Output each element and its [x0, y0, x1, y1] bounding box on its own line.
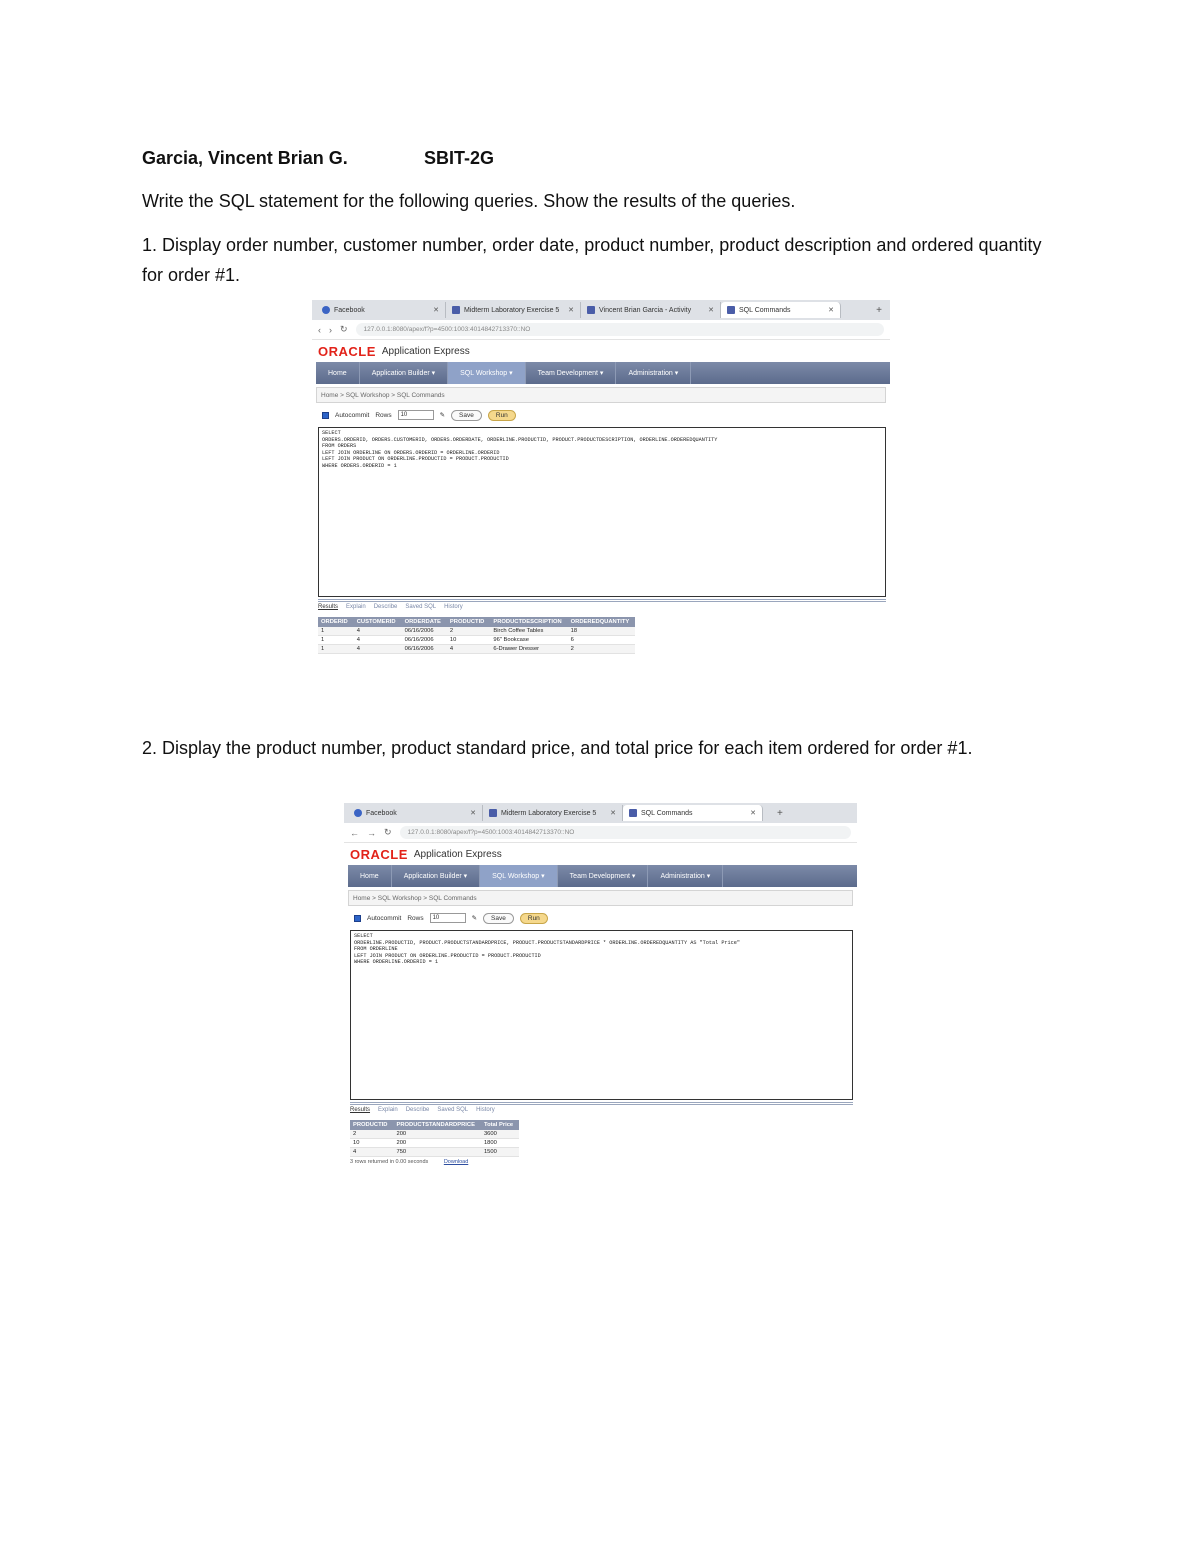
table-cell: 2 — [350, 1130, 393, 1139]
table-cell: 200 — [393, 1130, 480, 1139]
autocommit-checkbox[interactable] — [322, 412, 329, 419]
display-label: Rows — [407, 914, 424, 922]
autocommit-label: Autocommit — [367, 914, 402, 922]
table-cell: 4 — [354, 645, 402, 654]
table-header-row — [318, 617, 635, 627]
results-footer — [350, 1159, 857, 1165]
facebook-icon — [322, 306, 330, 314]
browser-tab-active[interactable]: SQL Commands ✕ — [721, 302, 841, 318]
app-name: Application Express — [381, 345, 470, 357]
document-icon — [587, 306, 595, 314]
nav-team-development[interactable]: Team Development ▾ — [526, 362, 617, 384]
question-2: 2. Display the product number, product standard price, and total price for each item ordered for order #1. — [142, 738, 973, 758]
table-cell: 1 — [318, 627, 354, 636]
table-cell: 96" Bookcase — [490, 636, 567, 645]
tab-history[interactable]: History — [476, 1107, 495, 1113]
new-tab-button[interactable]: + — [876, 304, 882, 316]
back-icon[interactable]: ← — [350, 827, 359, 838]
nav-team-development[interactable]: Team Development ▾ — [558, 865, 649, 887]
save-button[interactable]: Save — [451, 410, 482, 421]
sql-toolbar — [344, 908, 857, 928]
table-cell: 750 — [393, 1148, 480, 1157]
document-icon — [452, 306, 460, 314]
browser-tab[interactable]: Facebook ✕ — [316, 302, 446, 318]
sql-toolbar — [312, 405, 890, 425]
browser-tab[interactable]: Midterm Laboratory Exercise 5 ✕ — [483, 805, 623, 821]
table-row — [350, 1130, 519, 1139]
browser-tab[interactable]: Vincent Brian Garcia - Activity ✕ — [581, 302, 721, 318]
column-header: PRODUCTID — [350, 1120, 393, 1130]
table-cell: 2 — [447, 627, 490, 636]
tab-history[interactable]: History — [444, 604, 463, 610]
back-icon[interactable]: ‹ — [318, 324, 321, 335]
table-cell: 4 — [350, 1148, 393, 1157]
column-header: PRODUCTSTANDARDPRICE — [393, 1120, 480, 1130]
table-row — [318, 636, 635, 645]
close-icon[interactable]: ✕ — [750, 810, 756, 817]
close-icon[interactable]: ✕ — [433, 307, 439, 314]
table-icon — [629, 809, 637, 817]
table-cell: 6-Drawer Dresser — [490, 645, 567, 654]
tab-explain[interactable]: Explain — [378, 1107, 398, 1113]
column-header: ORDERDATE — [402, 617, 447, 627]
table-icon — [727, 306, 735, 314]
sql-editor[interactable]: SELECT ORDERS.ORDERID, ORDERS.CUSTOMERID, ORDERS.ORDERDATE, ORDERLINE.PRODUCTID, PRODUCT.PRODUCTDESCRIPTION, ORDERLINE.ORDEREDQUANTITY FROM ORDERS LEFT JOIN ORDERLINE ON ORDERS.ORDERID = ORDERLINE.ORDERID LEFT JOIN PRODUCT ON ORDERLINE.PRODUCTID = PRODUCT.PRODUCTID WHERE ORDERS.ORDERID = 1 — [318, 427, 886, 597]
forward-icon[interactable]: → — [367, 827, 376, 838]
oracle-logo: ORACLE — [350, 846, 408, 862]
table-cell: 1 — [318, 636, 354, 645]
oracle-logo: ORACLE — [318, 343, 376, 359]
table-row — [350, 1148, 519, 1157]
column-header: ORDERID — [318, 617, 354, 627]
tab-results[interactable]: Results — [350, 1107, 371, 1113]
tab-describe[interactable]: Describe — [405, 1107, 430, 1113]
nav-administration[interactable]: Administration ▾ — [648, 865, 723, 887]
nav-home[interactable]: Home — [316, 362, 360, 384]
forward-icon[interactable]: › — [329, 324, 332, 335]
column-header: Total Price — [481, 1120, 519, 1130]
table-cell: 06/16/2006 — [402, 636, 447, 645]
column-header: CUSTOMERID — [354, 617, 402, 627]
student-name: Garcia, Vincent Brian G. — [142, 148, 348, 168]
browser-tab[interactable]: Facebook ✕ — [348, 805, 483, 821]
browser-tab-active[interactable]: SQL Commands ✕ — [623, 805, 763, 821]
table-cell: 10 — [447, 636, 490, 645]
app-name: Application Express — [413, 848, 502, 860]
address-bar — [344, 823, 857, 843]
table-cell: 2 — [568, 645, 636, 654]
table-cell: 06/16/2006 — [402, 627, 447, 636]
tab-saved-sql[interactable]: Saved SQL — [437, 1107, 469, 1113]
close-icon[interactable]: ✕ — [610, 810, 616, 817]
address-bar — [312, 320, 890, 340]
autocommit-label: Autocommit — [335, 411, 370, 419]
table-cell: 4 — [447, 645, 490, 654]
column-header: PRODUCTID — [447, 617, 490, 627]
table-row — [318, 645, 635, 654]
new-tab-button[interactable]: + — [777, 807, 783, 819]
table-cell: Birch Coffee Tables — [490, 627, 567, 636]
nav-sql-workshop[interactable]: SQL Workshop ▾ — [448, 362, 526, 384]
table-cell: 18 — [568, 627, 636, 636]
browser-tabbar — [312, 300, 890, 320]
close-icon[interactable]: ✕ — [568, 307, 574, 314]
rows-select[interactable]: 10 — [398, 410, 434, 420]
results-table — [350, 1120, 519, 1157]
reload-icon[interactable]: ↻ — [384, 827, 392, 837]
pencil-icon[interactable]: ✎ — [439, 412, 446, 419]
apex-header — [344, 843, 857, 865]
url-field[interactable]: 127.0.0.1:8080/apex/f?p=4500:1003:4014842713370::NO — [356, 323, 884, 336]
table-row — [350, 1139, 519, 1148]
table-cell: 1800 — [481, 1139, 519, 1148]
run-button[interactable]: Run — [488, 410, 516, 421]
download-link[interactable]: Download — [443, 1159, 469, 1165]
table-cell: 10 — [350, 1139, 393, 1148]
nav-home[interactable]: Home — [348, 865, 392, 887]
result-tabs — [318, 599, 886, 611]
document-header — [142, 143, 495, 173]
screenshot-query-1 — [312, 300, 890, 674]
nav-sql-workshop[interactable]: SQL Workshop ▾ — [480, 865, 558, 887]
browser-tab[interactable]: Midterm Laboratory Exercise 5 ✕ — [446, 302, 581, 318]
table-cell: 6 — [568, 636, 636, 645]
table-cell: 3600 — [481, 1130, 519, 1139]
apex-header — [312, 340, 890, 362]
table-cell: 200 — [393, 1139, 480, 1148]
sql-editor[interactable]: SELECT ORDERLINE.PRODUCTID, PRODUCT.PRODUCTSTANDARDPRICE, PRODUCT.PRODUCTSTANDARDPRICE * ORDERLINE.ORDEREDQUANTITY AS "Total Price" FROM ORDERLINE LEFT JOIN PRODUCT ON ORDERLINE.PRODUCTID = PRODUCT.PRODUCTID WHERE ORDERLINE.ORDERID = 1 — [350, 930, 853, 1100]
nav-administration[interactable]: Administration ▾ — [616, 362, 691, 384]
pencil-icon[interactable]: ✎ — [471, 915, 478, 922]
table-cell: 06/16/2006 — [402, 645, 447, 654]
apex-navbar — [316, 362, 890, 384]
table-cell: 4 — [354, 627, 402, 636]
browser-tabbar — [344, 803, 857, 823]
table-header-row — [350, 1120, 519, 1130]
document-icon — [489, 809, 497, 817]
breadcrumb: Home > SQL Workshop > SQL Commands — [316, 387, 886, 403]
tab-explain[interactable]: Explain — [346, 604, 366, 610]
table-cell: 4 — [354, 636, 402, 645]
tab-describe[interactable]: Describe — [373, 604, 398, 610]
result-tabs — [350, 1102, 853, 1114]
url-field[interactable]: 127.0.0.1:8080/apex/f?p=4500:1003:4014842713370::NO — [400, 826, 851, 839]
facebook-icon — [354, 809, 362, 817]
apex-navbar — [348, 865, 857, 887]
table-row — [318, 627, 635, 636]
display-label: Rows — [375, 411, 392, 419]
column-header: ORDEREDQUANTITY — [568, 617, 636, 627]
run-button[interactable]: Run — [520, 913, 548, 924]
reload-icon[interactable]: ↻ — [340, 324, 348, 334]
table-cell: 1 — [318, 645, 354, 654]
column-header: PRODUCTDESCRIPTION — [490, 617, 567, 627]
instructions: Write the SQL statement for the following queries. Show the results of the queries. — [142, 191, 796, 211]
nav-application-builder[interactable]: Application Builder ▾ — [360, 362, 448, 384]
autocommit-checkbox[interactable] — [354, 915, 361, 922]
breadcrumb: Home > SQL Workshop > SQL Commands — [348, 890, 853, 906]
rows-select[interactable]: 10 — [430, 913, 466, 923]
table-cell: 1500 — [481, 1148, 519, 1157]
save-button[interactable]: Save — [483, 913, 514, 924]
nav-application-builder[interactable]: Application Builder ▾ — [392, 865, 480, 887]
question-1: 1. Display order number, customer number, order date, product number, product description and ordered quantity for order #1. — [142, 235, 1042, 285]
student-section: SBIT-2G — [424, 148, 495, 168]
tab-results[interactable]: Results — [318, 604, 339, 610]
rows-returned-text: 3 rows returned in 0.00 seconds — [350, 1159, 429, 1165]
close-icon[interactable]: ✕ — [708, 307, 714, 314]
results-table — [318, 617, 635, 654]
tab-saved-sql[interactable]: Saved SQL — [405, 604, 437, 610]
close-icon[interactable]: ✕ — [828, 307, 834, 314]
close-icon[interactable]: ✕ — [470, 810, 476, 817]
screenshot-query-2 — [344, 803, 857, 1187]
